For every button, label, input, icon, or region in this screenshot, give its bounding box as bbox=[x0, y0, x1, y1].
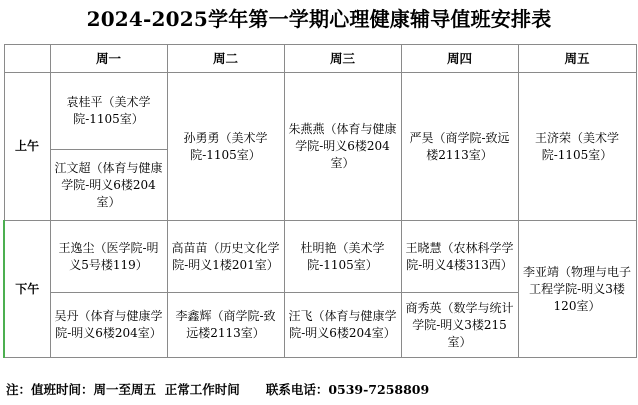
cell-mon-am-2: 江文超（体育与健康学院-明义6楼204室） bbox=[50, 150, 167, 221]
cell-fri-pm: 李亚靖（物理与电子工程学院-明义3楼120室） bbox=[518, 221, 636, 358]
schedule-table bbox=[3, 44, 637, 358]
cell-wed-am: 朱燕燕（体育与健康学院-明义6楼204室） bbox=[284, 73, 401, 221]
day-header-tue: 周二 bbox=[167, 45, 284, 73]
cell-tue-am: 孙勇勇（美术学院-1105室） bbox=[167, 73, 284, 221]
day-header-thu: 周四 bbox=[401, 45, 518, 73]
cell-fri-am: 王济荣（美术学院-1105室） bbox=[518, 73, 636, 221]
cell-thu-pm-1: 王晓慧（农林科学学院-明义4楼313西） bbox=[401, 221, 518, 293]
cell-mon-pm-1: 王逸尘（医学院-明义5号楼119） bbox=[50, 221, 167, 293]
header-row bbox=[4, 45, 636, 73]
footer-note: 注：值班时间：周一至周五 正常工作时间 联系电话：0539-7258809 bbox=[6, 382, 430, 397]
day-header-fri: 周五 bbox=[518, 45, 636, 73]
period-morning: 上午 bbox=[4, 73, 50, 221]
table-row bbox=[4, 221, 636, 293]
cell-mon-am-1: 袁桂平（美术学院-1105室） bbox=[50, 73, 167, 150]
page-title: 2024-2025学年第一学期心理健康辅导值班安排表 bbox=[86, 7, 552, 31]
cell-mon-pm-2: 吴丹（体育与健康学院-明义6楼204室） bbox=[50, 293, 167, 358]
corner-cell bbox=[4, 45, 50, 73]
cell-wed-pm-2: 汪飞（体育与健康学院-明义6楼204室） bbox=[284, 293, 401, 358]
cell-tue-pm-2: 李鑫辉（商学院-致远楼2113室） bbox=[167, 293, 284, 358]
cell-tue-pm-1: 高苗苗（历史文化学院-明义1楼201室） bbox=[167, 221, 284, 293]
table-row bbox=[4, 73, 636, 150]
period-afternoon: 下午 bbox=[4, 221, 50, 358]
cell-wed-pm-1: 杜明艳（美术学院-1105室） bbox=[284, 221, 401, 293]
cell-thu-am: 严昊（商学院-致远楼2113室） bbox=[401, 73, 518, 221]
cell-thu-pm-2: 商秀英（数学与统计学院-明义3楼215室） bbox=[401, 293, 518, 358]
day-header-mon: 周一 bbox=[50, 45, 167, 73]
day-header-wed: 周三 bbox=[284, 45, 401, 73]
